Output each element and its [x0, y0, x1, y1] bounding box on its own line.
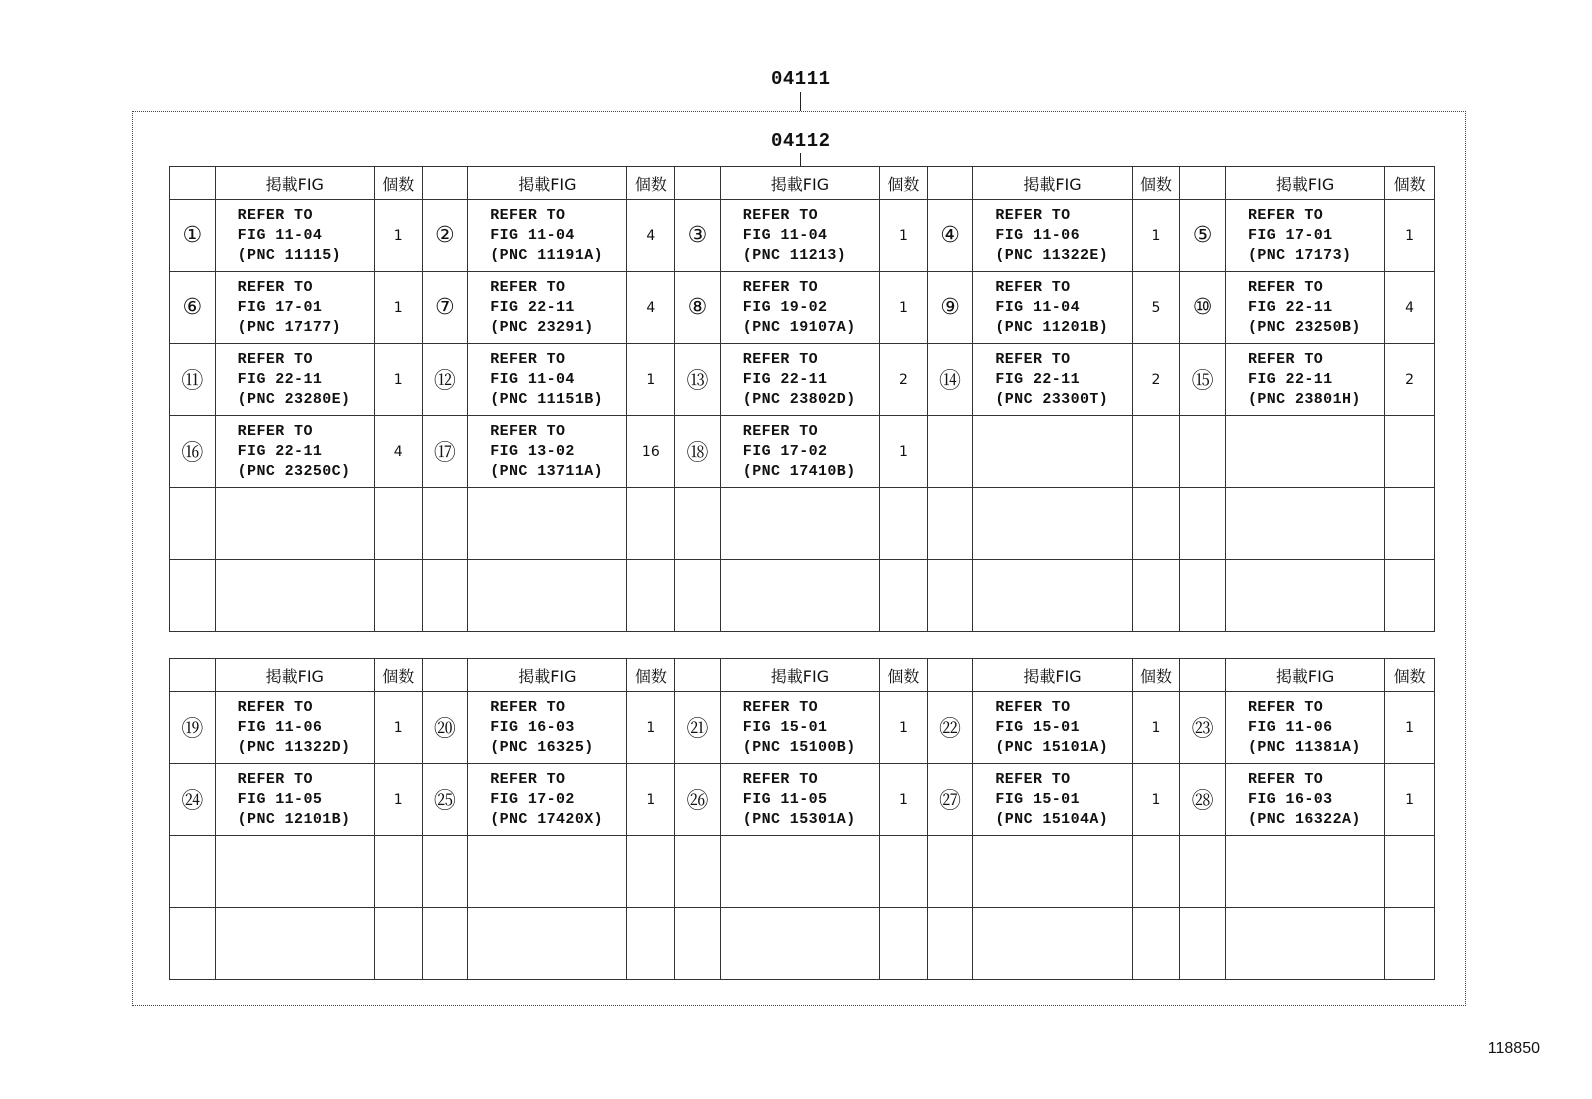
table-row	[170, 836, 1435, 908]
fig-reference-line: REFER TO	[490, 206, 566, 224]
fig-reference-line: REFER TO	[742, 350, 819, 368]
fig-reference-line: FIG 13-02	[490, 442, 575, 460]
item-number: ㉗	[927, 764, 973, 836]
quantity: 1	[1132, 764, 1180, 836]
fig-reference-line: FIG 11-04	[490, 226, 575, 244]
item-number	[170, 908, 216, 980]
fig-reference-line: FIG 15-01	[995, 718, 1080, 736]
fig-reference-line: REFER TO	[995, 698, 1071, 716]
fig-reference-line: (PNC 11213)	[742, 246, 847, 264]
fig-reference-line: REFER TO	[995, 770, 1071, 788]
quantity: 1	[374, 200, 422, 272]
quantity: 1	[880, 416, 928, 488]
quantity: 4	[627, 272, 675, 344]
quantity: 1	[627, 344, 675, 416]
fig-reference-line: FIG 17-01	[1247, 226, 1333, 244]
quantity	[1132, 416, 1180, 488]
quantity	[1385, 488, 1435, 560]
fig-reference-line: FIG 11-05	[742, 790, 828, 808]
fig-reference	[1225, 560, 1384, 632]
fig-reference	[468, 836, 627, 908]
fig-reference-line: FIG 17-01	[237, 298, 323, 316]
item-number: ②	[422, 200, 468, 272]
fig-reference-line: REFER TO	[237, 206, 313, 224]
item-number: ⑫	[422, 344, 468, 416]
quantity: 1	[880, 764, 928, 836]
header-fig: 掲載FIG	[1225, 659, 1384, 692]
quantity: 1	[1385, 692, 1435, 764]
fig-reference	[468, 344, 627, 416]
fig-reference-line: FIG 16-03	[490, 718, 575, 736]
fig-reference	[720, 488, 879, 560]
quantity: 16	[627, 416, 675, 488]
item-number: ⑧	[675, 272, 721, 344]
fig-reference	[720, 416, 879, 488]
fig-reference-line: REFER TO	[490, 422, 566, 440]
quantity	[1132, 488, 1180, 560]
fig-reference-line: FIG 16-03	[1247, 790, 1333, 808]
fig-reference	[1225, 272, 1384, 344]
header-num-cell	[1180, 659, 1226, 692]
fig-reference-line: FIG 15-01	[742, 718, 828, 736]
fig-reference-line: (PNC 17177)	[237, 318, 342, 336]
fig-reference-line: (PNC 12101B)	[237, 810, 351, 828]
fig-reference-line: (PNC 15100B)	[742, 738, 856, 756]
quantity	[1132, 836, 1180, 908]
quantity	[627, 836, 675, 908]
quantity: 4	[374, 416, 422, 488]
item-number	[422, 560, 468, 632]
item-number	[927, 836, 973, 908]
fig-reference-line: (PNC 11151B)	[490, 390, 604, 408]
fig-reference	[973, 908, 1132, 980]
fig-reference-line: (PNC 23801H)	[1247, 390, 1361, 408]
table-row	[170, 692, 1435, 764]
header-fig: 掲載FIG	[973, 659, 1132, 692]
quantity: 1	[880, 272, 928, 344]
fig-reference-line: FIG 11-04	[237, 226, 323, 244]
item-number: ⑨	[927, 272, 973, 344]
item-number: ⑥	[170, 272, 216, 344]
fig-reference-line: (PNC 17410B)	[742, 462, 856, 480]
item-number	[1180, 908, 1226, 980]
item-number: ⑬	[675, 344, 721, 416]
header-qty: 個数	[374, 659, 422, 692]
fig-reference-line: (PNC 11322E)	[995, 246, 1109, 264]
fig-reference-line: FIG 11-06	[1247, 718, 1333, 736]
quantity: 1	[374, 692, 422, 764]
fig-reference-line: FIG 11-06	[995, 226, 1080, 244]
header-num-cell	[422, 659, 468, 692]
header-qty: 個数	[1132, 167, 1180, 200]
quantity: 1	[880, 200, 928, 272]
item-number: ⑩	[1180, 272, 1226, 344]
fig-reference-line: (PNC 13711A)	[490, 462, 604, 480]
fig-reference	[1225, 344, 1384, 416]
fig-reference-line: FIG 11-06	[237, 718, 323, 736]
fig-reference-line: REFER TO	[237, 698, 313, 716]
quantity	[1385, 908, 1435, 980]
fig-reference	[973, 764, 1132, 836]
fig-reference-line: (PNC 23250C)	[237, 462, 351, 480]
fig-reference-line: (PNC 15104A)	[995, 810, 1109, 828]
fig-reference	[215, 836, 374, 908]
item-number	[675, 488, 721, 560]
quantity: 1	[627, 692, 675, 764]
fig-reference	[1225, 836, 1384, 908]
fig-reference-line: FIG 22-11	[742, 370, 828, 388]
quantity: 2	[880, 344, 928, 416]
item-number: ④	[927, 200, 973, 272]
table-row	[170, 764, 1435, 836]
fig-reference-line: FIG 22-11	[237, 370, 323, 388]
top-label-leader	[800, 92, 801, 111]
header-fig: 掲載FIG	[973, 167, 1132, 200]
quantity	[374, 836, 422, 908]
header-num-cell	[675, 167, 721, 200]
fig-reference-line: REFER TO	[742, 698, 819, 716]
item-number	[422, 908, 468, 980]
item-number: ⑯	[170, 416, 216, 488]
header-fig: 掲載FIG	[468, 659, 627, 692]
fig-reference-line: REFER TO	[742, 206, 819, 224]
fig-reference-line: FIG 22-11	[1247, 298, 1333, 316]
quantity	[880, 836, 928, 908]
header-qty: 個数	[627, 659, 675, 692]
fig-reference-line: (PNC 17420X)	[490, 810, 604, 828]
fig-reference-line: (PNC 16325)	[490, 738, 594, 756]
fig-reference	[1225, 692, 1384, 764]
header-num-cell	[927, 167, 973, 200]
item-number	[170, 836, 216, 908]
fig-reference-line: (PNC 11322D)	[237, 738, 351, 756]
quantity	[374, 560, 422, 632]
quantity: 1	[1132, 200, 1180, 272]
header-num-cell	[675, 659, 721, 692]
item-number: ⑱	[675, 416, 721, 488]
fig-reference-line: FIG 17-02	[490, 790, 575, 808]
fig-reference	[468, 272, 627, 344]
fig-reference-line: FIG 17-02	[742, 442, 828, 460]
quantity: 5	[1132, 272, 1180, 344]
fig-reference-line: FIG 15-01	[995, 790, 1080, 808]
item-number: ㉔	[170, 764, 216, 836]
fig-reference-line: FIG 11-04	[742, 226, 828, 244]
item-number	[1180, 416, 1226, 488]
header-fig: 掲載FIG	[720, 659, 879, 692]
fig-reference	[720, 764, 879, 836]
item-number: ⑰	[422, 416, 468, 488]
fig-reference-line: (PNC 11191A)	[490, 246, 604, 264]
figure-number: 118850	[1487, 1040, 1540, 1057]
quantity	[1132, 908, 1180, 980]
quantity: 1	[627, 764, 675, 836]
header-qty: 個数	[627, 167, 675, 200]
fig-reference-line: FIG 19-02	[742, 298, 828, 316]
fig-reference-line: REFER TO	[995, 278, 1071, 296]
quantity: 1	[1385, 200, 1435, 272]
fig-reference-line: FIG 11-05	[237, 790, 323, 808]
fig-reference-line: REFER TO	[995, 206, 1071, 224]
item-number: ⑤	[1180, 200, 1226, 272]
quantity: 1	[374, 272, 422, 344]
quantity	[374, 908, 422, 980]
quantity	[1385, 836, 1435, 908]
item-number: ③	[675, 200, 721, 272]
quantity: 4	[1385, 272, 1435, 344]
item-number: ⑲	[170, 692, 216, 764]
fig-reference-line: FIG 22-11	[490, 298, 575, 316]
fig-reference-line: (PNC 16322A)	[1247, 810, 1361, 828]
fig-reference-line: REFER TO	[1247, 278, 1324, 296]
quantity: 4	[627, 200, 675, 272]
fig-reference	[973, 416, 1132, 488]
header-num-cell	[170, 659, 216, 692]
quantity: 1	[374, 764, 422, 836]
fig-reference-line: REFER TO	[490, 770, 566, 788]
fig-reference-line: REFER TO	[742, 422, 819, 440]
table-row	[170, 560, 1435, 632]
fig-reference	[1225, 416, 1384, 488]
quantity	[1385, 560, 1435, 632]
fig-reference-line: (PNC 23802D)	[742, 390, 856, 408]
parts-table-1	[169, 166, 1435, 632]
fig-reference	[468, 560, 627, 632]
item-number: ⑮	[1180, 344, 1226, 416]
quantity	[627, 488, 675, 560]
item-number: ㉒	[927, 692, 973, 764]
item-number	[927, 560, 973, 632]
header-qty: 個数	[374, 167, 422, 200]
header-qty: 個数	[880, 167, 928, 200]
table-row	[170, 908, 1435, 980]
fig-reference-line: (PNC 11201B)	[995, 318, 1109, 336]
item-number	[1180, 488, 1226, 560]
fig-reference-line: FIG 11-04	[490, 370, 575, 388]
fig-reference	[215, 344, 374, 416]
item-number	[422, 836, 468, 908]
fig-reference-line: REFER TO	[742, 770, 819, 788]
item-number	[927, 488, 973, 560]
item-number	[927, 908, 973, 980]
fig-reference-line: REFER TO	[237, 422, 313, 440]
fig-reference-line: (PNC 17173)	[1247, 246, 1352, 264]
fig-reference	[973, 836, 1132, 908]
inner-label-leader	[800, 153, 801, 166]
header-fig: 掲載FIG	[468, 167, 627, 200]
fig-reference-line: FIG 22-11	[995, 370, 1080, 388]
item-number	[170, 488, 216, 560]
item-number: ㉘	[1180, 764, 1226, 836]
fig-reference	[720, 560, 879, 632]
fig-reference	[468, 416, 627, 488]
fig-reference	[1225, 908, 1384, 980]
quantity: 1	[1132, 692, 1180, 764]
quantity	[627, 560, 675, 632]
quantity: 1	[880, 692, 928, 764]
item-number	[675, 560, 721, 632]
fig-reference	[720, 344, 879, 416]
fig-reference	[215, 764, 374, 836]
fig-reference	[720, 836, 879, 908]
item-number: ㉖	[675, 764, 721, 836]
item-number	[927, 416, 973, 488]
fig-reference-line: REFER TO	[237, 350, 313, 368]
item-number: ⑭	[927, 344, 973, 416]
item-number: ㉕	[422, 764, 468, 836]
header-row	[170, 167, 1435, 200]
quantity	[627, 908, 675, 980]
fig-reference	[973, 560, 1132, 632]
header-qty: 個数	[1132, 659, 1180, 692]
fig-reference	[468, 764, 627, 836]
fig-reference-line: (PNC 11115)	[237, 246, 342, 264]
item-number	[675, 836, 721, 908]
fig-reference	[468, 692, 627, 764]
table-row	[170, 416, 1435, 488]
item-number: ⑳	[422, 692, 468, 764]
fig-reference-line: REFER TO	[1247, 770, 1324, 788]
quantity	[880, 560, 928, 632]
fig-reference-line: REFER TO	[237, 278, 313, 296]
fig-reference	[1225, 764, 1384, 836]
item-number: ⑦	[422, 272, 468, 344]
header-fig: 掲載FIG	[720, 167, 879, 200]
fig-reference	[720, 908, 879, 980]
table-row	[170, 488, 1435, 560]
fig-reference	[468, 488, 627, 560]
header-qty: 個数	[1385, 167, 1435, 200]
fig-reference-line: REFER TO	[995, 350, 1071, 368]
quantity: 2	[1132, 344, 1180, 416]
fig-reference	[468, 908, 627, 980]
item-number: ㉑	[675, 692, 721, 764]
item-number: ①	[170, 200, 216, 272]
fig-reference-line: REFER TO	[1247, 698, 1324, 716]
item-number	[422, 488, 468, 560]
fig-reference-line: FIG 22-11	[1247, 370, 1333, 388]
fig-reference-line: (PNC 19107A)	[742, 318, 856, 336]
fig-reference-line: (PNC 23280E)	[237, 390, 351, 408]
fig-reference-line: (PNC 23300T)	[995, 390, 1109, 408]
quantity: 2	[1385, 344, 1435, 416]
quantity: 1	[1385, 764, 1435, 836]
fig-reference-line: REFER TO	[1247, 350, 1324, 368]
table-row	[170, 200, 1435, 272]
top-label: 04111	[771, 68, 831, 90]
parts-table-2	[169, 658, 1435, 980]
fig-reference	[215, 692, 374, 764]
quantity	[880, 488, 928, 560]
header-qty: 個数	[1385, 659, 1435, 692]
fig-reference-line: REFER TO	[1247, 206, 1324, 224]
fig-reference	[720, 200, 879, 272]
quantity	[880, 908, 928, 980]
fig-reference	[973, 344, 1132, 416]
fig-reference	[1225, 488, 1384, 560]
header-fig: 掲載FIG	[1225, 167, 1384, 200]
fig-reference	[215, 488, 374, 560]
fig-reference	[215, 560, 374, 632]
quantity	[374, 488, 422, 560]
table-row	[170, 344, 1435, 416]
item-number	[675, 908, 721, 980]
item-number	[1180, 560, 1226, 632]
fig-reference-line: (PNC 23291)	[490, 318, 594, 336]
fig-reference	[1225, 200, 1384, 272]
fig-reference-line: (PNC 15301A)	[742, 810, 856, 828]
table-row	[170, 272, 1435, 344]
fig-reference	[468, 200, 627, 272]
fig-reference	[215, 416, 374, 488]
fig-reference	[973, 200, 1132, 272]
header-num-cell	[1180, 167, 1226, 200]
fig-reference	[215, 272, 374, 344]
fig-reference-line: REFER TO	[490, 278, 566, 296]
header-num-cell	[170, 167, 216, 200]
quantity: 1	[374, 344, 422, 416]
item-number: ㉓	[1180, 692, 1226, 764]
fig-reference	[973, 692, 1132, 764]
fig-reference	[215, 908, 374, 980]
item-number	[1180, 836, 1226, 908]
fig-reference-line: FIG 22-11	[237, 442, 323, 460]
fig-reference-line: REFER TO	[490, 350, 566, 368]
fig-reference	[215, 200, 374, 272]
fig-reference-line: REFER TO	[237, 770, 313, 788]
fig-reference	[720, 272, 879, 344]
item-number: ⑪	[170, 344, 216, 416]
inner-label: 04112	[771, 130, 831, 152]
quantity	[1132, 560, 1180, 632]
fig-reference	[973, 272, 1132, 344]
quantity	[1385, 416, 1435, 488]
fig-reference-line: (PNC 11381A)	[1247, 738, 1361, 756]
header-num-cell	[927, 659, 973, 692]
fig-reference-line: REFER TO	[490, 698, 566, 716]
fig-reference-line: REFER TO	[742, 278, 819, 296]
fig-reference-line: FIG 11-04	[995, 298, 1080, 316]
item-number	[170, 560, 216, 632]
header-qty: 個数	[880, 659, 928, 692]
fig-reference-line: (PNC 15101A)	[995, 738, 1109, 756]
fig-reference	[720, 692, 879, 764]
header-num-cell	[422, 167, 468, 200]
header-row	[170, 659, 1435, 692]
fig-reference	[973, 488, 1132, 560]
header-fig: 掲載FIG	[215, 659, 374, 692]
fig-reference-line: (PNC 23250B)	[1247, 318, 1361, 336]
header-fig: 掲載FIG	[215, 167, 374, 200]
